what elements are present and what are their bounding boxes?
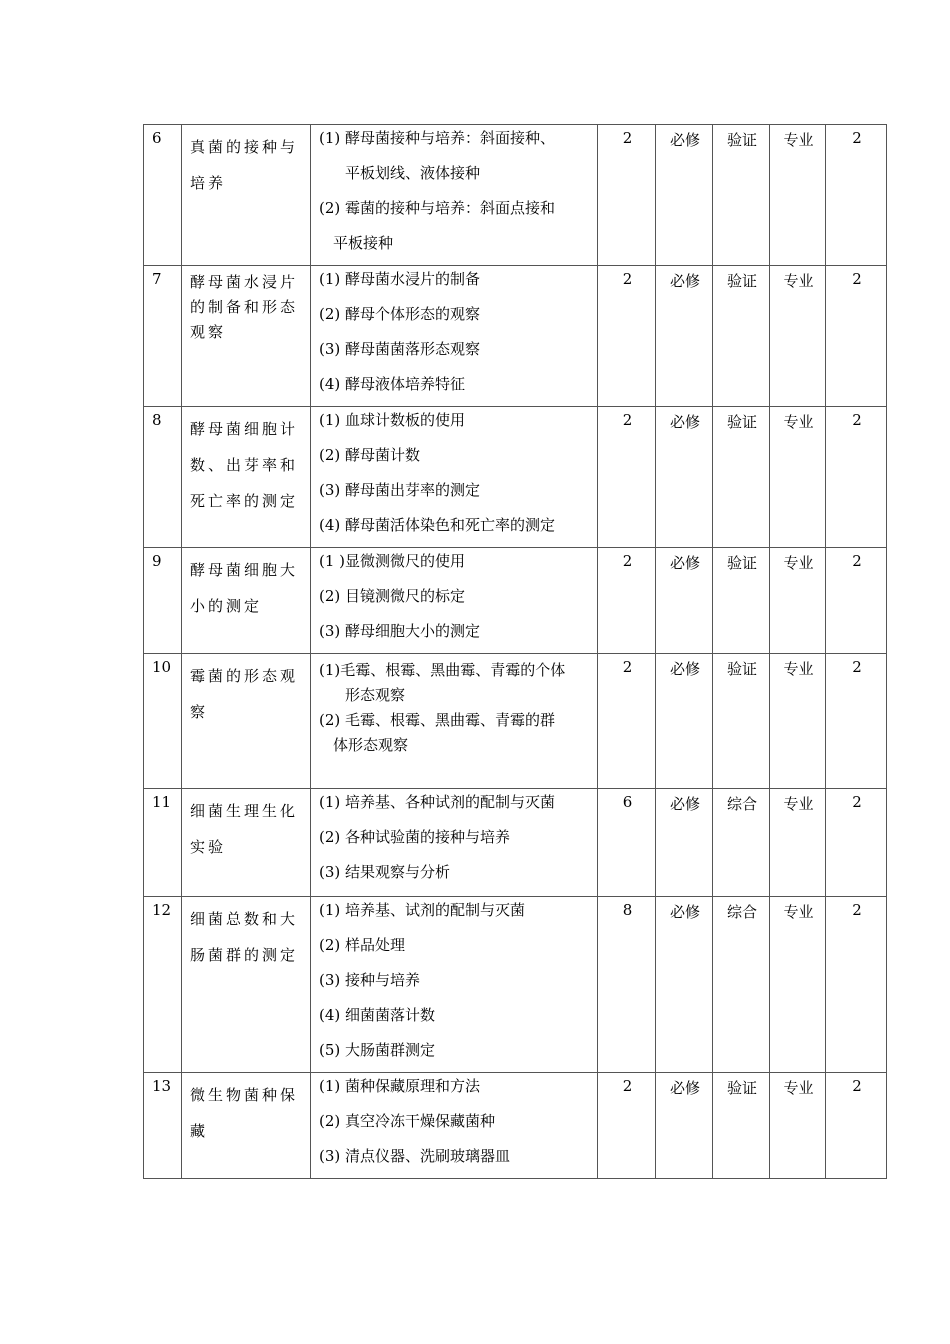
hours: 2 bbox=[598, 125, 656, 266]
major: 专业 bbox=[770, 1073, 826, 1179]
row-number: 13 bbox=[144, 1073, 182, 1179]
table-row bbox=[144, 548, 887, 654]
content-item: 平板划线、液体接种 bbox=[345, 164, 481, 182]
experiment-content bbox=[311, 407, 598, 548]
content-item: (3) 接种与培养 bbox=[319, 971, 421, 989]
course-type: 必修 bbox=[656, 1073, 713, 1179]
content-item: (1) 酵母菌水浸片的制备 bbox=[319, 270, 481, 288]
content-item: (3) 清点仪器、洗刷玻璃器皿 bbox=[319, 1147, 511, 1165]
major: 专业 bbox=[770, 266, 826, 407]
experiment-content bbox=[311, 125, 598, 266]
credit: 2 bbox=[826, 654, 887, 789]
credit: 2 bbox=[826, 789, 887, 897]
credit: 2 bbox=[826, 897, 887, 1073]
experiment-content bbox=[311, 266, 598, 407]
content-item: (1 )显微测微尺的使用 bbox=[319, 552, 466, 570]
content-item: (2) 霉菌的接种与培养：斜面点接和 bbox=[319, 199, 556, 217]
content-item: 体形态观察 bbox=[333, 736, 409, 754]
experiment-category: 验证 bbox=[713, 548, 770, 654]
table-row bbox=[144, 897, 887, 1073]
experiment-table bbox=[143, 124, 887, 1179]
hours: 2 bbox=[598, 1073, 656, 1179]
row-number: 9 bbox=[144, 548, 182, 654]
content-item: (5) 大肠菌群测定 bbox=[319, 1041, 436, 1059]
content-item: (1) 培养基、各种试剂的配制与灭菌 bbox=[319, 793, 556, 811]
table-row bbox=[144, 125, 887, 266]
experiment-name: 真菌的接种与培养 bbox=[182, 125, 311, 266]
hours: 8 bbox=[598, 897, 656, 1073]
experiment-name: 酵母菌水浸片的制备和形态观察 bbox=[182, 266, 311, 407]
experiment-name: 细菌总数和大肠菌群的测定 bbox=[182, 897, 311, 1073]
credit: 2 bbox=[826, 548, 887, 654]
credit: 2 bbox=[826, 266, 887, 407]
hours: 6 bbox=[598, 789, 656, 897]
experiment-category: 验证 bbox=[713, 407, 770, 548]
course-type: 必修 bbox=[656, 266, 713, 407]
experiment-content bbox=[311, 654, 598, 789]
content-item: (1) 培养基、试剂的配制与灭菌 bbox=[319, 901, 526, 919]
row-number: 7 bbox=[144, 266, 182, 407]
table-row bbox=[144, 789, 887, 897]
content-item: (1) 菌种保藏原理和方法 bbox=[319, 1077, 481, 1095]
content-item: (2) 真空冷冻干燥保藏菌种 bbox=[319, 1112, 496, 1130]
content-item: (4) 酵母菌活体染色和死亡率的测定 bbox=[319, 516, 556, 534]
row-number: 11 bbox=[144, 789, 182, 897]
experiment-name: 酵母菌细胞大小的测定 bbox=[182, 548, 311, 654]
major: 专业 bbox=[770, 407, 826, 548]
major: 专业 bbox=[770, 548, 826, 654]
course-type: 必修 bbox=[656, 654, 713, 789]
experiment-content bbox=[311, 1073, 598, 1179]
table-row bbox=[144, 1073, 887, 1179]
experiment-category: 验证 bbox=[713, 654, 770, 789]
content-item: (4) 细菌菌落计数 bbox=[319, 1006, 436, 1024]
content-item: (2) 目镜测微尺的标定 bbox=[319, 587, 466, 605]
hours: 2 bbox=[598, 654, 656, 789]
row-number: 10 bbox=[144, 654, 182, 789]
content-item: 平板接种 bbox=[333, 234, 394, 252]
experiment-name: 霉菌的形态观察 bbox=[182, 654, 311, 789]
hours: 2 bbox=[598, 407, 656, 548]
credit: 2 bbox=[826, 407, 887, 548]
hours: 2 bbox=[598, 548, 656, 654]
table-row bbox=[144, 266, 887, 407]
experiment-content bbox=[311, 789, 598, 897]
experiment-category: 综合 bbox=[713, 789, 770, 897]
content-item: (2) 酵母个体形态的观察 bbox=[319, 305, 481, 323]
major: 专业 bbox=[770, 897, 826, 1073]
content-item: 形态观察 bbox=[345, 686, 406, 704]
experiment-category: 验证 bbox=[713, 266, 770, 407]
content-item: (2) 毛霉、根霉、黑曲霉、青霉的群 bbox=[319, 711, 556, 729]
row-number: 8 bbox=[144, 407, 182, 548]
content-item: (1) 酵母菌接种与培养：斜面接种、 bbox=[319, 129, 556, 147]
experiment-name: 细菌生理生化实验 bbox=[182, 789, 311, 897]
course-type: 必修 bbox=[656, 125, 713, 266]
row-number: 12 bbox=[144, 897, 182, 1073]
table-row bbox=[144, 407, 887, 548]
content-item: (2) 各种试验菌的接种与培养 bbox=[319, 828, 511, 846]
experiment-content bbox=[311, 548, 598, 654]
course-type: 必修 bbox=[656, 548, 713, 654]
major: 专业 bbox=[770, 654, 826, 789]
table-row bbox=[144, 654, 887, 789]
content-item: (3) 酵母菌出芽率的测定 bbox=[319, 481, 481, 499]
experiment-name: 微生物菌种保藏 bbox=[182, 1073, 311, 1179]
content-item: (4) 酵母液体培养特征 bbox=[319, 375, 466, 393]
content-item: (1)毛霉、根霉、黑曲霉、青霉的个体 bbox=[319, 661, 566, 679]
experiment-name: 酵母菌细胞计数、出芽率和死亡率的测定 bbox=[182, 407, 311, 548]
credit: 2 bbox=[826, 125, 887, 266]
major: 专业 bbox=[770, 789, 826, 897]
content-item: (2) 样品处理 bbox=[319, 936, 406, 954]
content-item: (3) 结果观察与分析 bbox=[319, 863, 451, 881]
experiment-category: 验证 bbox=[713, 1073, 770, 1179]
credit: 2 bbox=[826, 1073, 887, 1179]
course-type: 必修 bbox=[656, 897, 713, 1073]
row-number: 6 bbox=[144, 125, 182, 266]
experiment-category: 验证 bbox=[713, 125, 770, 266]
experiment-content bbox=[311, 897, 598, 1073]
content-item: (1) 血球计数板的使用 bbox=[319, 411, 466, 429]
hours: 2 bbox=[598, 266, 656, 407]
course-type: 必修 bbox=[656, 789, 713, 897]
major: 专业 bbox=[770, 125, 826, 266]
content-item: (3) 酵母细胞大小的测定 bbox=[319, 622, 481, 640]
content-item: (2) 酵母菌计数 bbox=[319, 446, 421, 464]
content-item: (3) 酵母菌菌落形态观察 bbox=[319, 340, 481, 358]
experiment-category: 综合 bbox=[713, 897, 770, 1073]
course-type: 必修 bbox=[656, 407, 713, 548]
